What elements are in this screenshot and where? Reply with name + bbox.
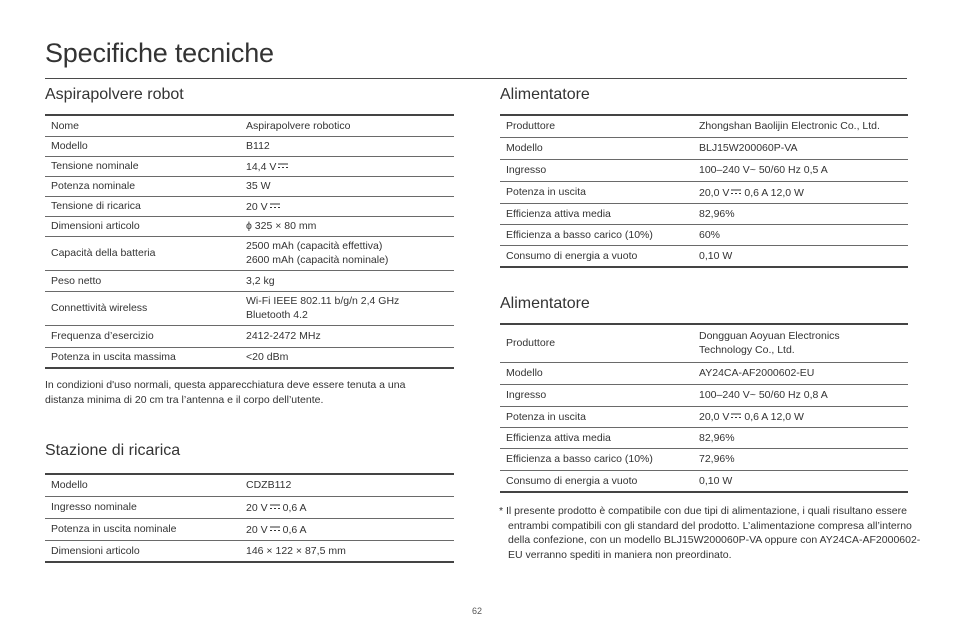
spec-label: Tensione di ricarica bbox=[45, 196, 240, 216]
spec-value bbox=[240, 216, 454, 236]
spec-value bbox=[240, 496, 454, 518]
robot-section bbox=[45, 85, 454, 369]
spec-value bbox=[693, 427, 908, 448]
spec-value-text: 20,0 V bbox=[699, 411, 730, 423]
table-row bbox=[45, 291, 454, 325]
table-row bbox=[45, 156, 454, 176]
spec-value-text: CDZB112 bbox=[246, 479, 292, 492]
table-row bbox=[500, 448, 908, 470]
spec-value bbox=[240, 347, 454, 368]
spec-value bbox=[693, 324, 908, 362]
spec-value-text: 60% bbox=[699, 228, 721, 241]
spec-label: Dimensioni articolo bbox=[45, 540, 240, 562]
spec-value-text: 72,96% bbox=[699, 453, 735, 465]
table-row bbox=[500, 159, 908, 181]
page-number: 62 bbox=[471, 606, 482, 616]
table-row bbox=[500, 224, 908, 245]
dc-current-symbol-icon bbox=[731, 185, 741, 191]
spec-value-text: <20 dBm bbox=[246, 351, 289, 364]
spec-value bbox=[240, 196, 454, 216]
spec-value bbox=[693, 203, 908, 224]
spec-value-text: AY24CA-AF2000602-EU bbox=[699, 367, 815, 379]
radiation-note: In condizioni d'uso normali, questa apparecchiatura deve essere tenuta a una distanza minima di 20 cm tra l’antenna e il corpo dell’utente. bbox=[45, 379, 406, 406]
table-row bbox=[45, 496, 454, 518]
spec-label: Modello bbox=[45, 474, 240, 496]
spec-value-text: 35 W bbox=[246, 180, 271, 192]
spec-value-text: 100–240 V~ 50/60 Hz 0,5 A bbox=[699, 164, 828, 176]
spec-value bbox=[240, 176, 454, 196]
spec-value-text: Dongguan Aoyuan Electronics Technology Co., Ltd. bbox=[699, 330, 840, 357]
table-row bbox=[45, 136, 454, 156]
spec-value-text: 20 V bbox=[246, 200, 268, 213]
spec-value-text: 100–240 V~ 50/60 Hz 0,8 A bbox=[699, 389, 828, 401]
spec-value bbox=[240, 115, 454, 136]
spec-label: Nome bbox=[45, 115, 240, 136]
spec-value-text: 3,2 kg bbox=[246, 274, 275, 287]
spec-value-text: Aspirapolvere robotico bbox=[246, 119, 351, 132]
spec-value bbox=[240, 474, 454, 496]
adapter1-heading: Alimentatore bbox=[500, 86, 590, 103]
spec-label: Dimensioni articolo bbox=[45, 216, 240, 236]
footnote: * Il presente prodotto è compatibile con due tipi di alimentazione, i quali risultano essere entrambi compatibili con gli standard del prodotto. L’alimentazione compresa all’interno della confezione, con un modello BLJ15W200060P-VA oppure con AY24CA-AF2000602-EU verranno spediti in maniera non preordinato. bbox=[499, 505, 921, 561]
spec-label: Potenza in uscita massima bbox=[45, 347, 240, 368]
spec-label: Potenza in uscita nominale bbox=[45, 518, 240, 540]
title-divider bbox=[45, 78, 907, 79]
table-row bbox=[45, 474, 454, 496]
adapter2-section bbox=[500, 294, 908, 493]
adapter2-heading: Alimentatore bbox=[500, 295, 590, 312]
spec-value bbox=[693, 448, 908, 470]
table-row bbox=[45, 176, 454, 196]
spec-value bbox=[693, 384, 908, 406]
spec-label: Consumo di energia a vuoto bbox=[500, 245, 693, 267]
spec-label: Tensione nominale bbox=[45, 156, 240, 176]
dc-current-symbol-icon bbox=[731, 409, 741, 415]
spec-label: Consumo di energia a vuoto bbox=[500, 470, 693, 492]
spec-label: Ingresso nominale bbox=[45, 496, 240, 518]
table-row bbox=[500, 324, 908, 362]
spec-label: Efficienza attiva media bbox=[500, 427, 693, 448]
spec-value bbox=[693, 115, 908, 137]
table-row bbox=[500, 181, 908, 203]
spec-value bbox=[693, 137, 908, 159]
spec-value-suffix: 0,6 A 12,0 W bbox=[744, 186, 804, 199]
robot-heading: Aspirapolvere robot bbox=[45, 86, 184, 103]
adapter1-spec-table bbox=[500, 114, 908, 268]
spec-label: Frequenza d’esercizio bbox=[45, 325, 240, 347]
spec-value bbox=[693, 362, 908, 384]
spec-label: Peso netto bbox=[45, 270, 240, 291]
table-row bbox=[45, 270, 454, 291]
spec-label: Potenza in uscita bbox=[500, 181, 693, 203]
spec-value bbox=[240, 325, 454, 347]
spec-label: Efficienza a basso carico (10%) bbox=[500, 448, 693, 470]
station-section bbox=[45, 441, 454, 563]
spec-value-text: 0,10 W bbox=[699, 474, 733, 487]
spec-label: Efficienza attiva media bbox=[500, 203, 693, 224]
spec-value-text: 20,0 V bbox=[699, 186, 730, 199]
station-heading: Stazione di ricarica bbox=[45, 442, 181, 459]
spec-value-text: Zhongshan Baolijin Electronic Co., Ltd. bbox=[699, 120, 880, 133]
table-row bbox=[500, 115, 908, 137]
spec-value-text: 0,10 W bbox=[699, 249, 733, 262]
spec-label: Ingresso bbox=[500, 384, 693, 406]
spec-label: Modello bbox=[500, 137, 693, 159]
spec-value bbox=[693, 224, 908, 245]
spec-label: Potenza in uscita bbox=[500, 406, 693, 427]
spec-value bbox=[240, 156, 454, 176]
spec-value-text: ϕ 325 × 80 mm bbox=[246, 220, 317, 232]
spec-value-text: Wi-Fi IEEE 802.11 b/g/n 2,4 GHz Bluetooth 4.2 bbox=[246, 295, 400, 321]
table-row bbox=[500, 137, 908, 159]
table-row bbox=[45, 347, 454, 368]
spec-value bbox=[240, 236, 454, 270]
table-row bbox=[45, 518, 454, 540]
spec-label: Connettività wireless bbox=[45, 291, 240, 325]
spec-value-suffix: 0,6 A bbox=[282, 501, 307, 514]
spec-value bbox=[693, 406, 908, 427]
adapter2-spec-table bbox=[500, 323, 908, 493]
spec-value bbox=[240, 291, 454, 325]
spec-label: Ingresso bbox=[500, 159, 693, 181]
spec-value-suffix: 0,6 A bbox=[282, 523, 307, 536]
table-row bbox=[500, 406, 908, 427]
table-row bbox=[45, 540, 454, 562]
dc-current-symbol-icon bbox=[270, 522, 280, 528]
table-row bbox=[500, 245, 908, 267]
table-row bbox=[500, 362, 908, 384]
spec-value bbox=[693, 470, 908, 492]
spec-value-text: B112 bbox=[246, 140, 270, 152]
table-row bbox=[500, 384, 908, 406]
spec-value bbox=[240, 270, 454, 291]
dc-current-symbol-icon bbox=[278, 159, 288, 165]
dc-current-symbol-icon bbox=[270, 500, 280, 506]
table-row bbox=[45, 196, 454, 216]
table-row bbox=[45, 216, 454, 236]
page-title: Specifiche tecniche bbox=[45, 38, 274, 68]
spec-label: Efficienza a basso carico (10%) bbox=[500, 224, 693, 245]
spec-value-text: 20 V bbox=[246, 523, 268, 536]
spec-value bbox=[693, 159, 908, 181]
spec-label: Modello bbox=[45, 136, 240, 156]
spec-label: Produttore bbox=[500, 115, 693, 137]
table-row bbox=[45, 236, 454, 270]
spec-value-text: 2412-2472 MHz bbox=[246, 330, 321, 342]
spec-label: Potenza nominale bbox=[45, 176, 240, 196]
spec-value-text: 2500 mAh (capacità effettiva) 2600 mAh (capacità nominale) bbox=[246, 240, 389, 266]
spec-value-text: 14,4 V bbox=[246, 160, 277, 173]
spec-value-text: 82,96% bbox=[699, 207, 735, 220]
spec-value bbox=[693, 181, 908, 203]
table-row bbox=[45, 115, 454, 136]
spec-label: Modello bbox=[500, 362, 693, 384]
table-row bbox=[500, 470, 908, 492]
spec-value-suffix: 0,6 A 12,0 W bbox=[744, 411, 804, 423]
table-row bbox=[500, 203, 908, 224]
spec-value-text: 82,96% bbox=[699, 431, 735, 444]
table-row bbox=[500, 427, 908, 448]
spec-value-text: BLJ15W200060P-VA bbox=[699, 142, 798, 154]
spec-value-text: 146 × 122 × 87,5 mm bbox=[246, 544, 346, 557]
spec-value bbox=[240, 518, 454, 540]
adapter1-section bbox=[500, 85, 908, 268]
spec-value bbox=[240, 540, 454, 562]
spec-label: Produttore bbox=[500, 324, 693, 362]
spec-value bbox=[240, 136, 454, 156]
spec-value bbox=[693, 245, 908, 267]
robot-spec-table bbox=[45, 114, 454, 369]
dc-current-symbol-icon bbox=[270, 199, 280, 205]
spec-value-text: 20 V bbox=[246, 501, 268, 514]
table-row bbox=[45, 325, 454, 347]
spec-label: Capacità della batteria bbox=[45, 236, 240, 270]
station-spec-table bbox=[45, 473, 454, 563]
